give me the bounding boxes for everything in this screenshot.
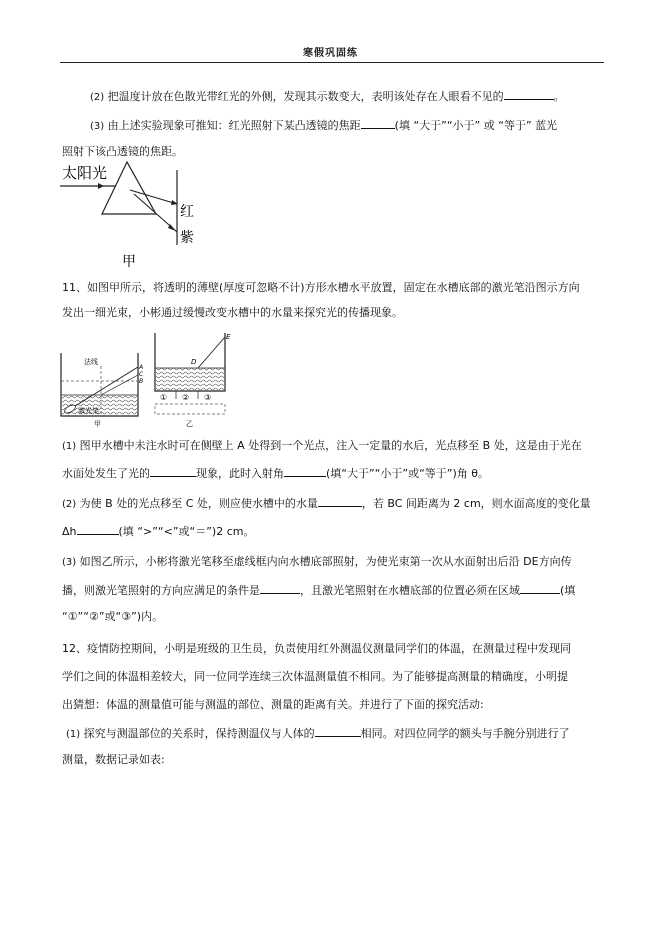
q12-p1-num: (1) xyxy=(66,729,81,740)
label-A: A xyxy=(139,364,144,371)
q10-part2 xyxy=(90,89,635,104)
q12-line3: 出猜想：体温的测量值可能与测温的部位、测量的距离有关。并进行了下面的探究活动: xyxy=(62,698,484,711)
header-rule xyxy=(60,62,604,63)
fig-caption-jia-top: 甲 xyxy=(122,254,136,270)
label-E: E xyxy=(226,333,231,341)
prism-figure xyxy=(60,160,210,272)
q11-p2-line2-a: Δh xyxy=(62,525,77,538)
q11-p2-blank-1[interactable] xyxy=(318,496,362,507)
q12-part1 xyxy=(66,726,611,741)
q10-p3-text-b: (填 “大于”“小于” 或 “等于” 蓝光 xyxy=(394,119,558,132)
q12-p1-b: 相同。对四位同学的额头与手腕分别进行了 xyxy=(360,727,570,740)
q10-p3-line2: 照射下该凸透镜的焦距。 xyxy=(62,145,183,158)
q11-p1-line2-c: (填“大于”“小于”或“等于”)角 θ。 xyxy=(326,467,490,480)
q10-p3-blank[interactable] xyxy=(361,118,395,129)
q11-p1-line1: 图甲水槽中未注水时可在侧壁上 A 处得到一个光点，注入一定量的水后，光点移至 B 处，这是由于光在 xyxy=(79,439,582,452)
q11-p1-line2-b: 现象，此时入射角 xyxy=(196,467,284,480)
sun-label: 太阳光 xyxy=(62,164,108,182)
q11-p3-line2-a: 播，则激光笔照射的方向应满足的条件是 xyxy=(62,584,260,597)
tank-figure xyxy=(58,331,238,431)
q11-p2-blank-2[interactable] xyxy=(77,524,119,535)
q11-p3-num: (3) xyxy=(62,557,77,568)
red-label: 红 xyxy=(180,204,194,220)
q11-p3-line2-c: (填 xyxy=(560,584,576,597)
q11-p3-blank-2[interactable] xyxy=(520,583,560,594)
q11-p3-line2-b: ，且激光笔照射在水槽底部的位置必须在区域 xyxy=(300,584,520,597)
q11-p1-num: (1) xyxy=(62,441,77,452)
q11-p2-line1-a: 为使 B 处的光点移至 C 处，则应使水槽中的水量 xyxy=(79,497,318,510)
q11-p2-num: (2) xyxy=(62,499,77,510)
q11-p1-line2-a: 水面处发生了光的 xyxy=(62,467,150,480)
q11-p3-line3: “①”“②”或“③”)内。 xyxy=(62,610,164,623)
q11-p3-line1: 如图乙所示，小彬将激光笔移至虚线框内向水槽底部照射，为使光束第一次从水面射出后沿 DE方向传 xyxy=(79,555,572,568)
region-3-label: ③ xyxy=(204,393,212,402)
incoming-arrow-icon xyxy=(98,183,104,189)
q11-p1-line2 xyxy=(62,466,607,480)
q10-p2-text: 把温度计放在色散光带红光的外侧，发现其示数变大，表明该处存在人眼看不见的 xyxy=(107,90,504,103)
q11-p3-blank-1[interactable] xyxy=(260,583,300,594)
q11-p2-line1-b: ，若 BC 间距离为 2 cm，则水面高度的变化量 xyxy=(361,497,591,510)
q11-part3 xyxy=(62,555,607,569)
q12-p1-blank[interactable] xyxy=(315,726,361,737)
normal-label: 法线 xyxy=(84,358,98,366)
q10-p2-blank[interactable] xyxy=(504,89,554,100)
q10-p2-num: (2) xyxy=(90,92,105,103)
q11-p1-blank-2[interactable] xyxy=(284,466,326,477)
label-C: C xyxy=(139,371,144,378)
page-header: 寒假巩固练 xyxy=(303,48,358,59)
q11-p3-line2 xyxy=(62,583,607,597)
q12-p1-line2: 测量，数据记录如表: xyxy=(62,753,165,766)
q11-p2-line2-b: (填 “>”“<”或“＝”)2 cm。 xyxy=(118,525,255,538)
tank-yi-water xyxy=(156,368,224,390)
region-1-label: ① xyxy=(160,393,168,402)
label-B: B xyxy=(139,378,144,385)
q11-part1 xyxy=(62,439,607,453)
q10-p2-end: 。 xyxy=(553,90,565,103)
q11-part2 xyxy=(62,496,607,511)
q12-line2: 学们之间的体温相差较大，同一位同学连续三次体温测量值不相同。为了能够提高测量的精确度，小明提 xyxy=(62,670,568,683)
q12-line1: 12、疫情防控期间，小明是班级的卫生员，负责使用红外测温仪测量同学们的体温，在测量过程中发现同 xyxy=(62,642,571,655)
ray-DE xyxy=(198,337,225,368)
region-2-label: ② xyxy=(182,393,190,402)
q11-line1: 11、如图甲所示，将透明的薄壁(厚度可忽略不计)方形水槽水平放置，固定在水槽底部的激光笔沿图示方向 xyxy=(62,281,580,294)
q12-p1-a: 探究与测温部位的关系时，保持测温仪与人体的 xyxy=(83,727,315,740)
q10-part3 xyxy=(90,118,635,133)
q10-p3-num: (3) xyxy=(90,121,105,132)
fig-caption-yi: 乙 xyxy=(186,420,193,428)
q11-p2-line2 xyxy=(62,524,607,538)
q11-line2: 发出一细光束，小彬通过缓慢改变水槽中的水量来探究光的传播现象。 xyxy=(62,306,403,319)
fig-caption-jia: 甲 xyxy=(94,420,101,428)
laser-label: 激光笔 xyxy=(78,407,99,415)
violet-label: 紫 xyxy=(180,230,194,246)
label-D: D xyxy=(191,358,197,366)
laser-dashed-box xyxy=(155,404,225,414)
q10-p3-text-a: 由上述实验现象可推知：红光照射下某凸透镜的焦距 xyxy=(107,119,361,132)
q11-p1-blank-1[interactable] xyxy=(150,466,196,477)
